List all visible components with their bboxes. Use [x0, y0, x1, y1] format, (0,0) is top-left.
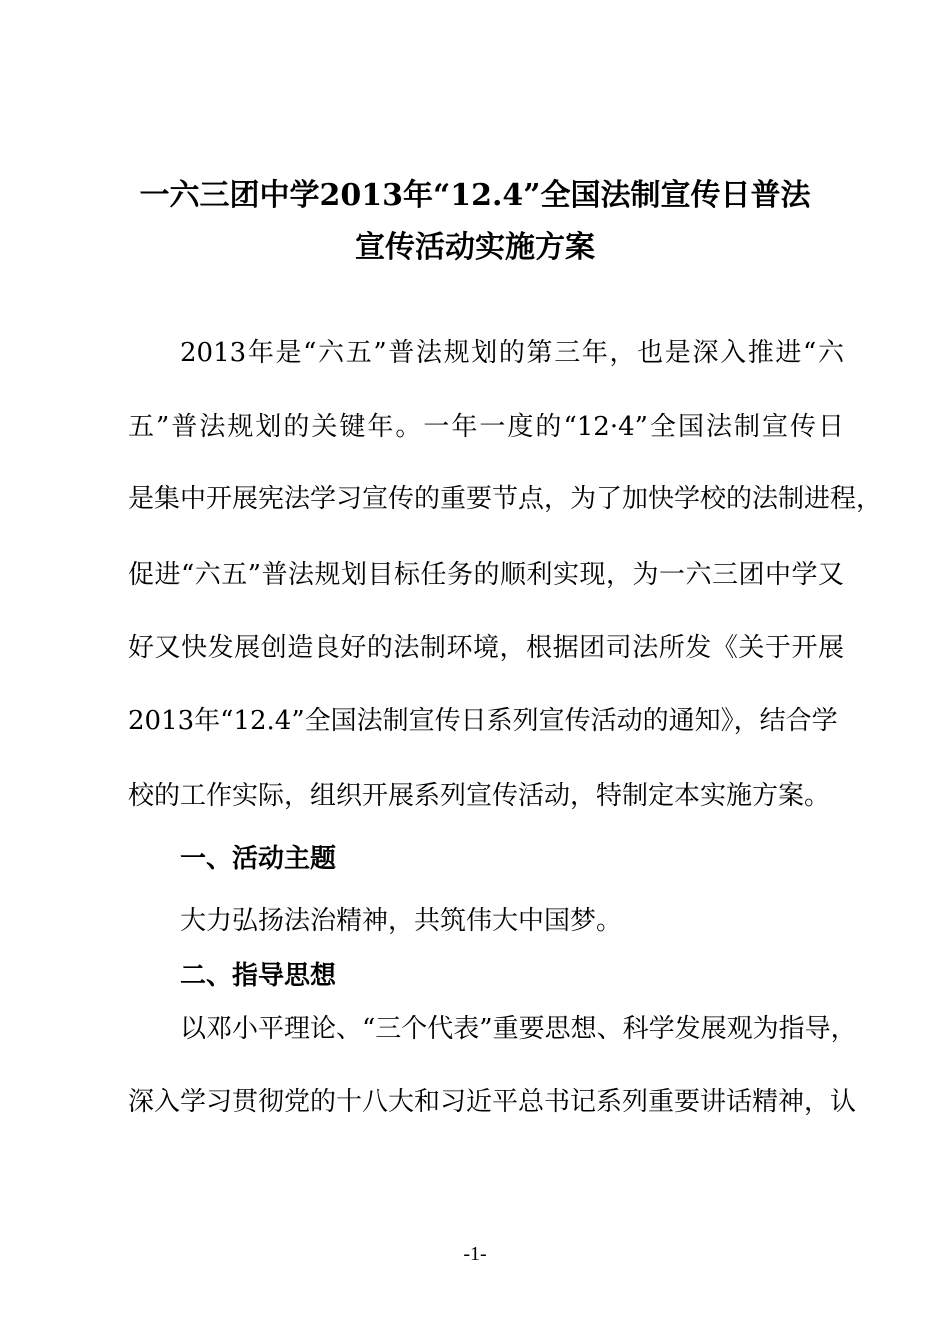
- paragraph-1-line-7: 校的工作实际，组织开展系列宣传活动，特制定本实施方案。: [128, 781, 831, 811]
- section-2-text-line-2: 深入学习贯彻党的十八大和习近平总书记系列重要讲话精神，认: [128, 1087, 857, 1117]
- paragraph-1-line-1: 2013年是“六五”普法规划的第三年，也是深入推进“六: [180, 338, 844, 368]
- paragraph-1-line-4: 促进“六五”普法规划目标任务的顺利实现，为一六三团中学又: [128, 560, 844, 590]
- section-2-text-line-1: 以邓小平理论、“三个代表”重要思想、科学发展观为指导，: [180, 1014, 857, 1044]
- section-1-text: 大力弘扬法治精神，共筑伟大中国梦。: [180, 906, 623, 936]
- section-2-heading: 二、指导思想: [180, 961, 337, 991]
- section-1-heading: 一、活动主题: [180, 844, 337, 874]
- paragraph-1-line-3: 是集中开展宪法学习宣传的重要节点，为了加快学校的法制进程，: [128, 484, 883, 514]
- paragraph-1-line-2: 五”普法规划的关键年。一年一度的“12·4”全国法制宣传日: [128, 412, 844, 442]
- page-number: -1-: [463, 1243, 487, 1265]
- document-title-line-2: 宣传活动实施方案: [355, 230, 595, 265]
- paragraph-1-line-5: 好又快发展创造良好的法制环境，根据团司法所发《关于开展: [128, 633, 844, 663]
- paragraph-1-line-6: 2013年“12.4”全国法制宣传日系列宣传活动的通知》，结合学: [128, 706, 838, 736]
- document-title-line-1: 一六三团中学2013年“12.4”全国法制宣传日普法: [139, 178, 811, 213]
